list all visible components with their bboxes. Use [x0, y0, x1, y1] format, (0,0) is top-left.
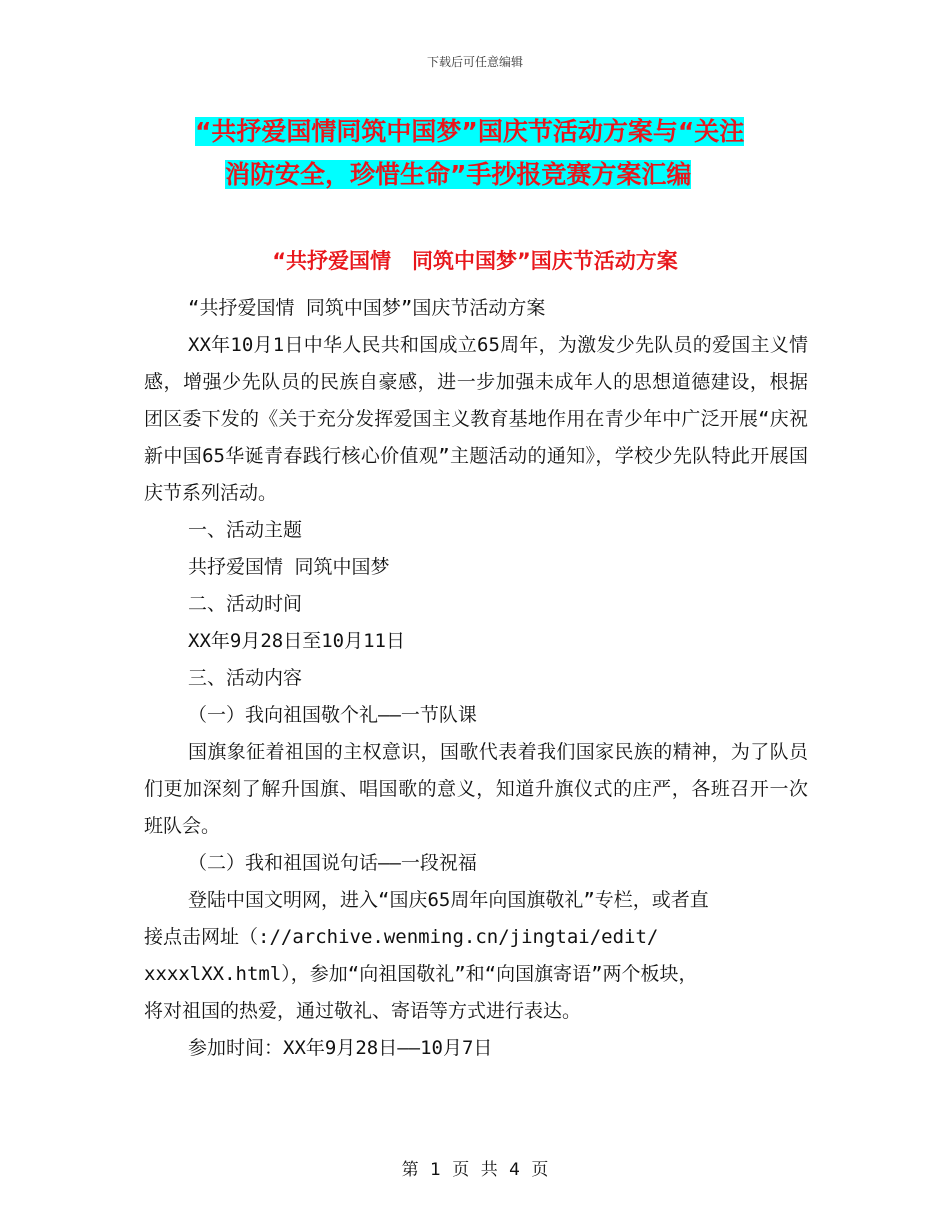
- paragraph: 共抒爱国情 同筑中国梦: [188, 556, 390, 578]
- heading-activity-content: 三、活动内容: [188, 667, 303, 689]
- heading-activity-time: 二、活动时间: [188, 593, 303, 615]
- paragraph: XX年9月28日至10月11日: [188, 630, 405, 652]
- document-title: [195, 110, 807, 196]
- title-highlight-1: “共抒爱国情同筑中国梦”国庆节活动方案与“关注: [195, 117, 745, 146]
- url-line: 接点击网址（://archive.wenming.cn/jingtai/edit/: [144, 926, 659, 948]
- paragraph: 登陆中国文明网，进入“国庆65周年向国旗敬礼”专栏，或者直: [188, 889, 709, 911]
- heading-activity-theme: 一、活动主题: [188, 519, 303, 541]
- document-title-line-1: [195, 110, 807, 153]
- body-text: [144, 290, 808, 1067]
- paragraph: 参加时间：XX年9月28日——10月7日: [188, 1037, 493, 1059]
- url-line: 将对祖国的热爱，通过敬礼、寄语等方式进行表达。: [144, 1000, 582, 1022]
- section-title: “共抒爱国情 同筑中国梦”国庆节活动方案: [272, 249, 678, 273]
- page-footer: 第 1 页 共 4 页: [401, 1160, 549, 1180]
- subheading: （二）我和祖国说句话——一段祝福: [188, 852, 477, 874]
- title-highlight-2: 消防安全，珍惜生命”手抄报竞赛方案汇编: [225, 160, 692, 189]
- paragraph: XX年10月1日中华人民共和国成立65周年，为激发少先队员的爱国主义情感，增强少先队员的民族自豪感，进一步加强未成年人的思想道德建设，根据团区委下发的《关于充分发挥爱国主义教育基地作用在青少年中广泛开展“庆祝新中国65华诞青春践行核心价值观”主题活动的通知》，学校少先队特此开展国庆节系列活动。: [144, 334, 808, 504]
- header-note: 下载后可任意编辑: [426, 55, 523, 69]
- url-line: xxxxlXX.html），参加“向祖国敬礼”和“向国旗寄语”两个板块，: [144, 963, 698, 985]
- paragraph: “共抒爱国情 同筑中国梦”国庆节活动方案: [188, 297, 546, 319]
- paragraph: 国旗象征着祖国的主权意识，国歌代表着我们国家民族的精神，为了队员们更加深刻了解升国旗、唱国歌的意义，知道升旗仪式的庄严，各班召开一次班队会。: [144, 741, 808, 837]
- document-title-line-2: [195, 153, 807, 196]
- subheading: （一）我向祖国敬个礼——一节队课: [188, 704, 477, 726]
